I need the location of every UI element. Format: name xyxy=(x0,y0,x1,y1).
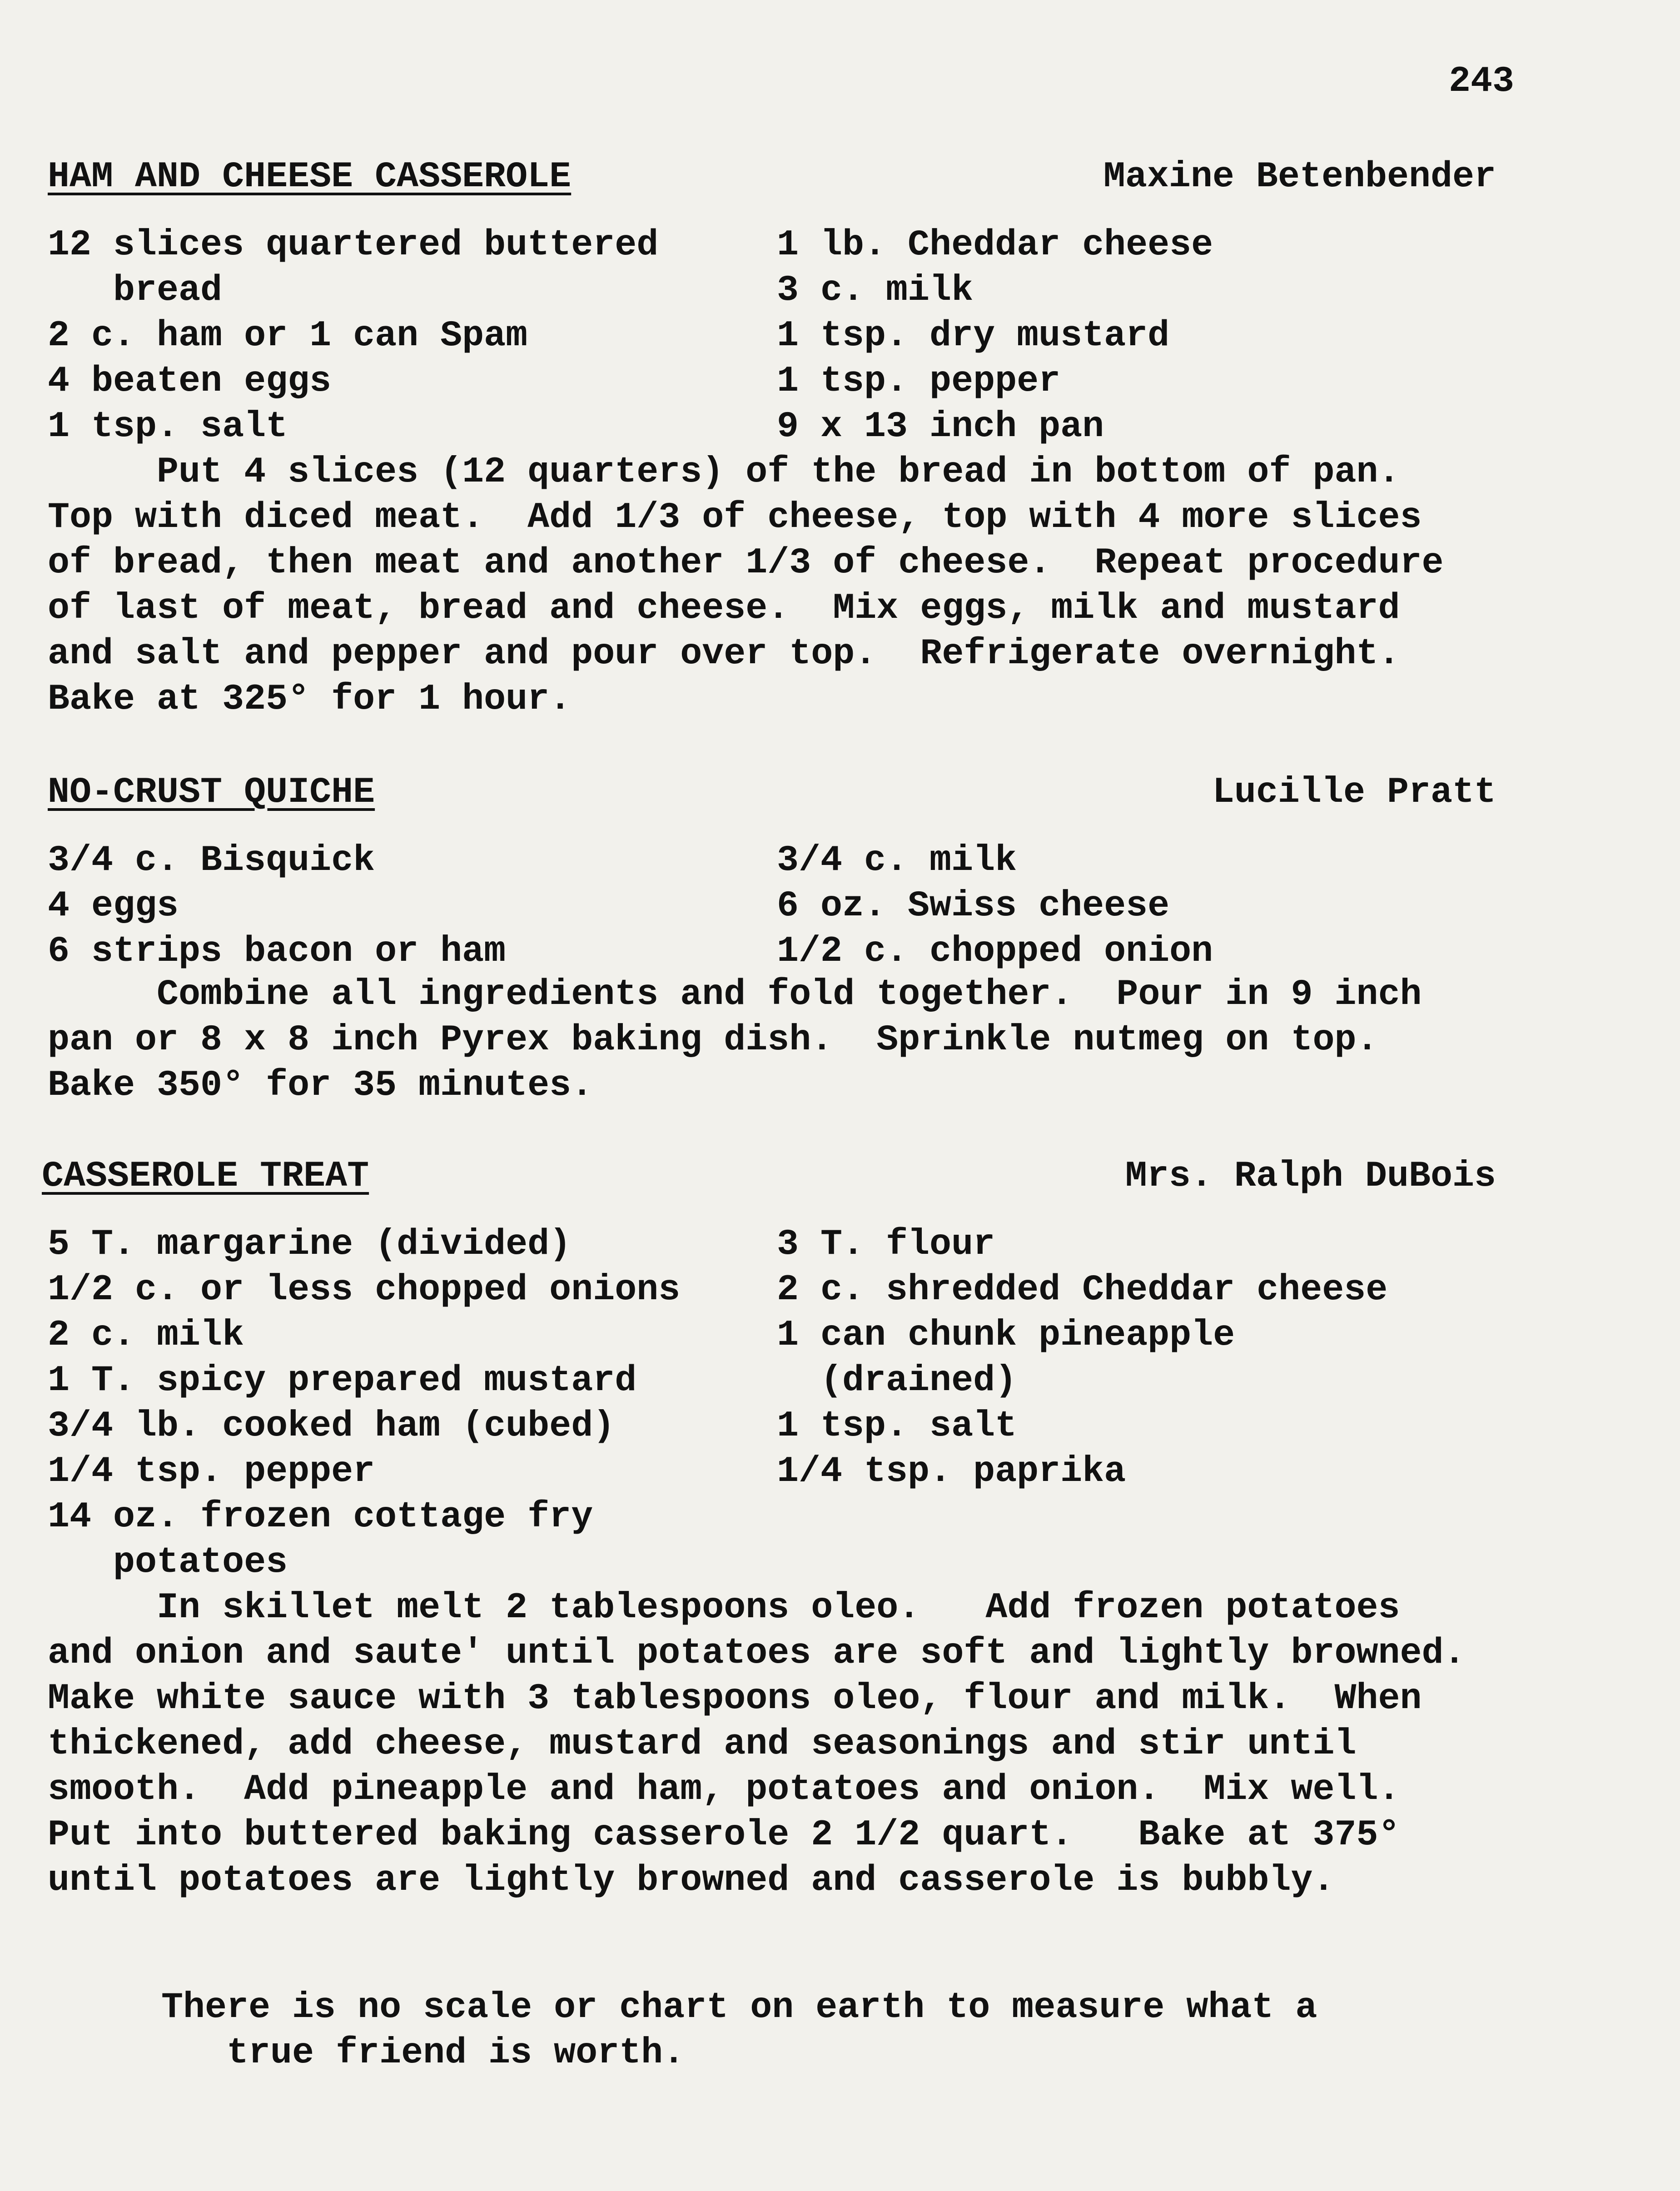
direction-line: of last of meat, bread and cheese. Mix eggs, milk and mustard xyxy=(48,588,1400,629)
direction-line: In skillet melt 2 tablespoons oleo. Add frozen potatoes xyxy=(48,1587,1400,1629)
ingredient-row: bread 3 c. milk xyxy=(48,270,974,311)
ingredient-row: 12 slices quartered buttered 1 lb. Cheddar cheese xyxy=(48,224,1213,266)
direction-line: Put into buttered baking casserole 2 1/2 quart. Bake at 375° xyxy=(48,1814,1400,1856)
recipe-header-ham-cheese-casserole xyxy=(48,154,1496,200)
direction-line: Combine all ingredients and fold together. Pour in 9 inch xyxy=(48,974,1422,1015)
recipe-author: Maxine Betenbender xyxy=(1103,156,1496,198)
ingredient-row: 1 tsp. salt 9 x 13 inch pan xyxy=(48,406,1104,447)
direction-line: Bake at 325° for 1 hour. xyxy=(48,679,572,720)
recipe-title: CASSEROLE TREAT xyxy=(42,1156,369,1197)
ingredient-list-casserole-treat xyxy=(48,1222,1479,1585)
direction-line: pan or 8 x 8 inch Pyrex baking dish. Sprinkle nutmeg on top. xyxy=(48,1019,1378,1061)
closing-quote xyxy=(161,1985,1317,2076)
direction-line: Bake 350° for 35 minutes. xyxy=(48,1065,593,1106)
quote-line: true friend is worth. xyxy=(161,2032,685,2074)
ingredient-row: 5 T. margarine (divided) 3 T. flour xyxy=(48,1224,995,1265)
direction-line: Put 4 slices (12 quarters) of the bread in bottom of pan. xyxy=(48,452,1400,493)
direction-line: thickened, add cheese, mustard and seasonings and stir until xyxy=(48,1724,1357,1765)
direction-line: and salt and pepper and pour over top. Refrigerate overnight. xyxy=(48,633,1400,675)
ingredient-row: 4 eggs 6 oz. Swiss cheese xyxy=(48,885,1170,927)
direction-line: Make white sauce with 3 tablespoons oleo, flour and milk. When xyxy=(48,1678,1422,1719)
ingredient-row: 6 strips bacon or ham 1/2 c. chopped onion xyxy=(48,931,1213,972)
recipe-author: Mrs. Ralph DuBois xyxy=(1125,1156,1496,1197)
direction-line: and onion and saute' until potatoes are soft and lightly browned. xyxy=(48,1633,1466,1674)
ingredient-row: 14 oz. frozen cottage fry xyxy=(48,1496,593,1538)
direction-line: smooth. Add pineapple and ham, potatoes and onion. Mix well. xyxy=(48,1769,1400,1810)
directions-ham-cheese-casserole xyxy=(48,450,1479,722)
recipe-title: NO-CRUST QUICHE xyxy=(48,772,375,813)
ingredient-row: 1/4 tsp. pepper 1/4 tsp. paprika xyxy=(48,1451,1126,1492)
ingredient-row: 2 c. milk 1 can chunk pineapple xyxy=(48,1315,1235,1356)
ingredient-list-ham-cheese-casserole xyxy=(48,223,1479,450)
directions-casserole-treat xyxy=(48,1585,1479,1903)
ingredient-row: 3/4 c. Bisquick 3/4 c. milk xyxy=(48,840,1017,881)
direction-line: until potatoes are lightly browned and casserole is bubbly. xyxy=(48,1860,1335,1901)
ingredient-row: 2 c. ham or 1 can Spam 1 tsp. dry mustard xyxy=(48,315,1170,357)
ingredient-row: 1 T. spicy prepared mustard (drained) xyxy=(48,1360,1017,1401)
ingredient-row: 1/2 c. or less chopped onions 2 c. shredded Cheddar cheese xyxy=(48,1269,1388,1311)
ingredient-row: potatoes xyxy=(48,1542,288,1583)
ingredient-row: 3/4 lb. cooked ham (cubed) 1 tsp. salt xyxy=(48,1406,1017,1447)
recipe-author: Lucille Pratt xyxy=(1212,772,1496,813)
ingredient-list-no-crust-quiche xyxy=(48,838,1479,974)
direction-line: Top with diced meat. Add 1/3 of cheese, top with 4 more slices xyxy=(48,497,1422,538)
recipe-title: HAM AND CHEESE CASSEROLE xyxy=(48,156,572,198)
directions-no-crust-quiche xyxy=(48,972,1479,1108)
recipe-header-no-crust-quiche xyxy=(48,770,1496,815)
recipe-header-casserole-treat xyxy=(42,1154,1496,1199)
direction-line: of bread, then meat and another 1/3 of cheese. Repeat procedure xyxy=(48,542,1444,584)
quote-line: There is no scale or chart on earth to measure what a xyxy=(161,1987,1317,2028)
page-number: 243 xyxy=(1448,61,1514,102)
ingredient-row: 4 beaten eggs 1 tsp. pepper xyxy=(48,361,1061,402)
